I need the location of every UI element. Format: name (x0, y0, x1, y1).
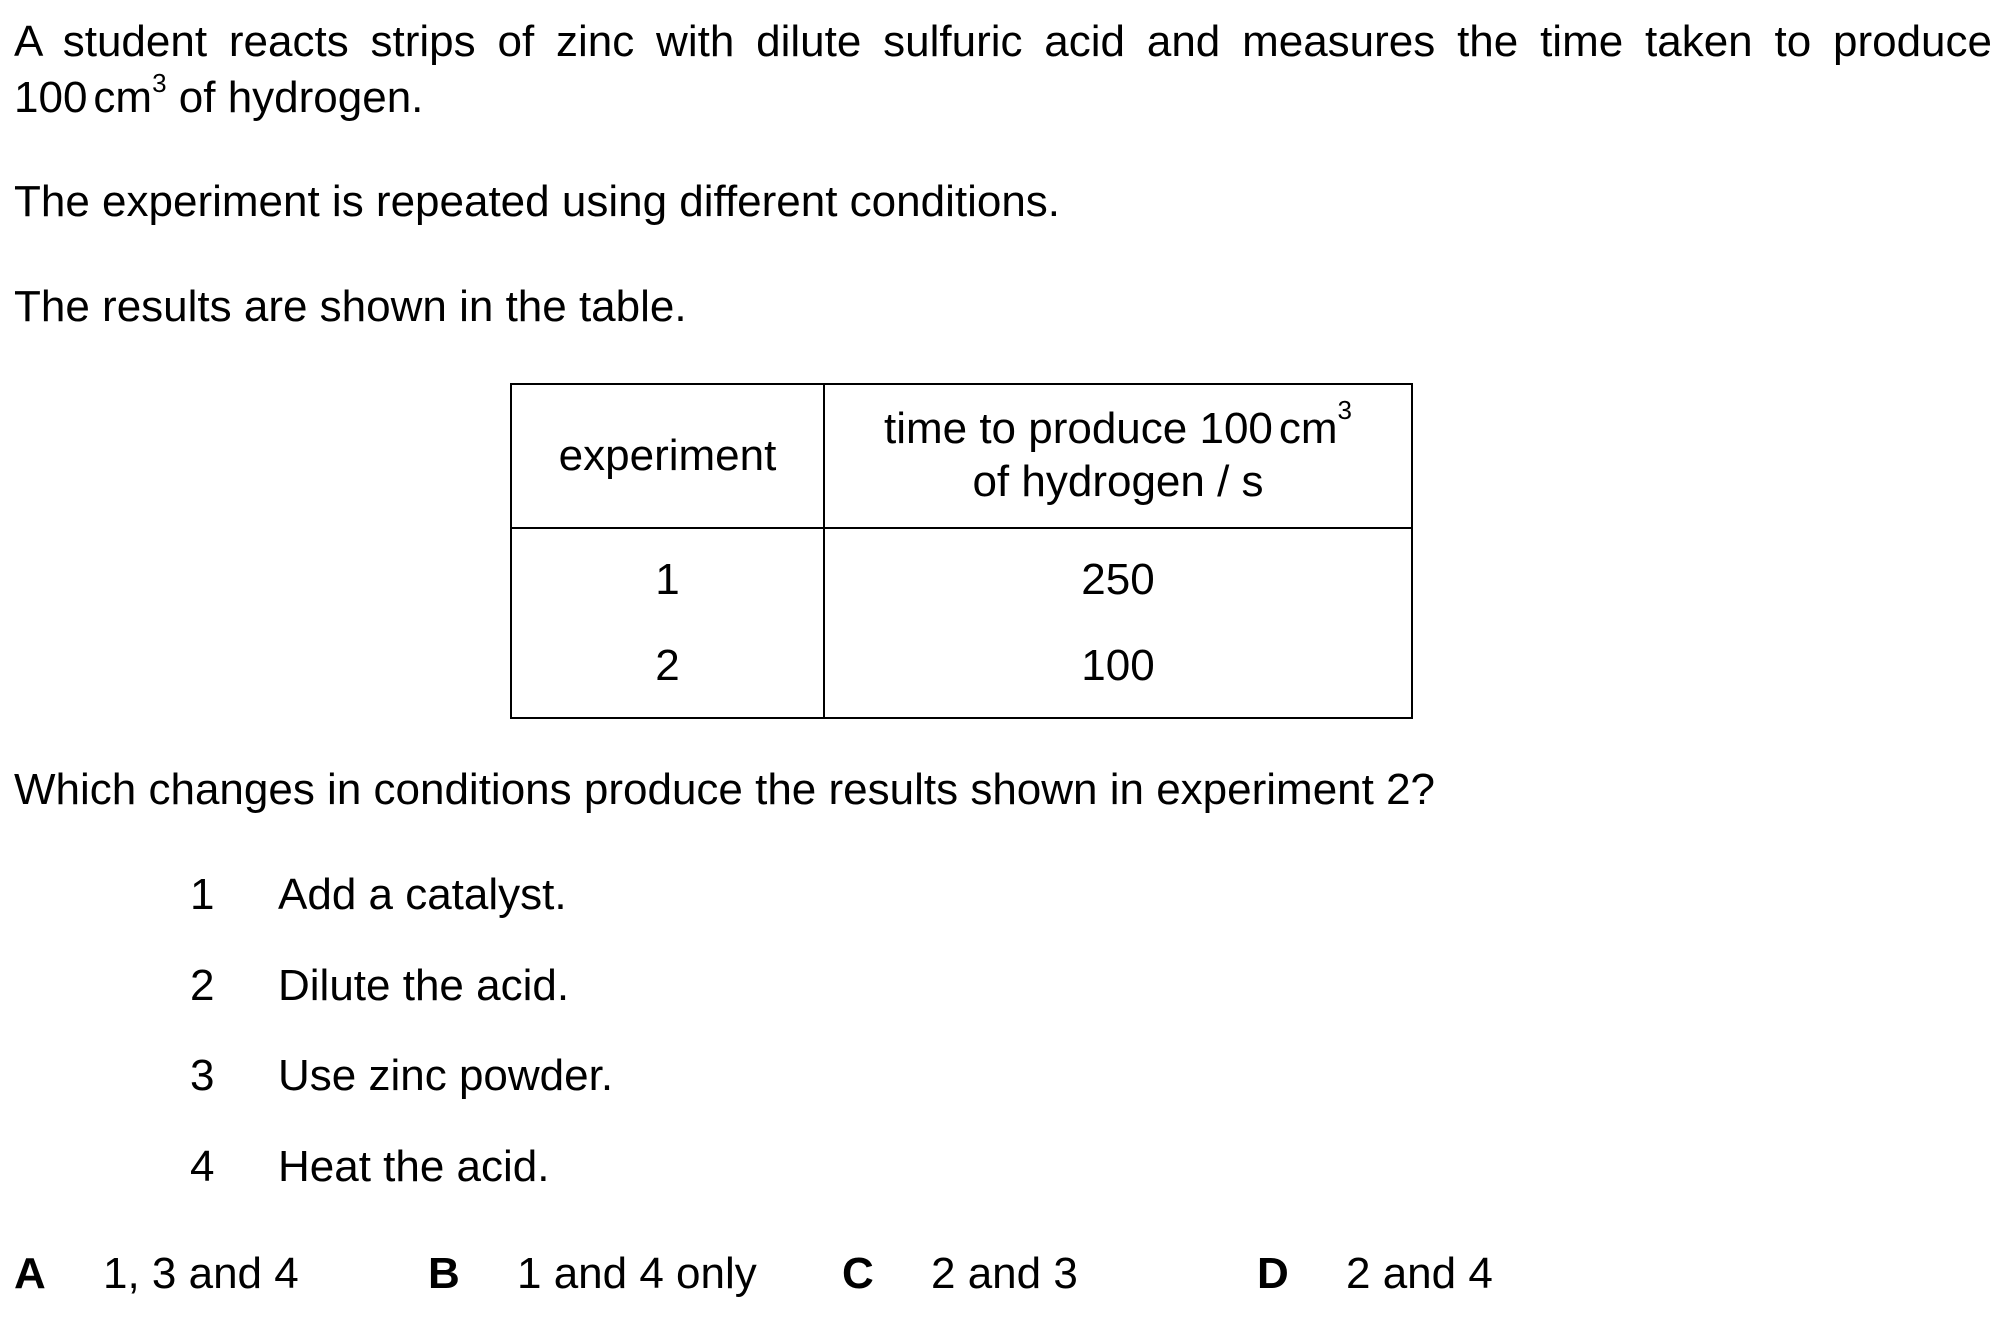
volume-value: 100 (14, 73, 88, 122)
statement-text: Use zinc powder. (278, 1051, 614, 1100)
header-experiment: experiment (511, 384, 824, 528)
cell-experiment: 2 (511, 623, 824, 718)
option-c-text[interactable]: 2 and 3 (931, 1249, 1078, 1298)
header-time-unit-exponent: 3 (1337, 395, 1353, 426)
option-a-letter[interactable]: A (14, 1249, 46, 1298)
cell-experiment: 1 (511, 528, 824, 623)
volume-unit-exponent: 3 (152, 68, 167, 98)
header-time-unit: cm (1278, 404, 1338, 454)
cell-time: 250 (824, 528, 1412, 623)
option-b-letter[interactable]: B (428, 1249, 460, 1298)
option-a-text[interactable]: 1, 3 and 4 (103, 1249, 299, 1298)
cell-time: 100 (824, 623, 1412, 718)
paragraph-repeat: The experiment is repeated using different conditions. (14, 177, 1061, 226)
option-b-text[interactable]: 1 and 4 only (517, 1249, 757, 1298)
statement-number: 3 (190, 1051, 215, 1100)
table-row (511, 623, 1412, 718)
option-d-text[interactable]: 2 and 4 (1346, 1249, 1493, 1298)
header-time (824, 384, 1412, 528)
header-time-line-2: of hydrogen / s (972, 457, 1264, 506)
question-text: Which changes in conditions produce the results shown in experiment 2? (14, 765, 1436, 814)
intro-line-1: A student reacts strips of zinc with dilute sulfuric acid and measures the time taken to produce (14, 17, 1992, 66)
statement-number: 2 (190, 961, 215, 1010)
intro-line-2 (14, 68, 424, 122)
statement-number: 4 (190, 1142, 215, 1191)
table-header-row (511, 384, 1412, 528)
option-d-letter[interactable]: D (1257, 1249, 1289, 1298)
results-table (510, 383, 1413, 719)
volume-unit: cm (93, 73, 153, 122)
statement-number: 1 (190, 870, 215, 919)
table-row (511, 528, 1412, 623)
statement-text: Heat the acid. (278, 1142, 550, 1191)
paragraph-results: The results are shown in the table. (14, 282, 687, 331)
intro-line-2-rest: of hydrogen. (178, 73, 424, 122)
statement-text: Dilute the acid. (278, 961, 570, 1010)
option-c-letter[interactable]: C (842, 1249, 874, 1298)
statement-text: Add a catalyst. (278, 870, 567, 919)
header-time-line-1: time to produce 100 (883, 404, 1273, 454)
